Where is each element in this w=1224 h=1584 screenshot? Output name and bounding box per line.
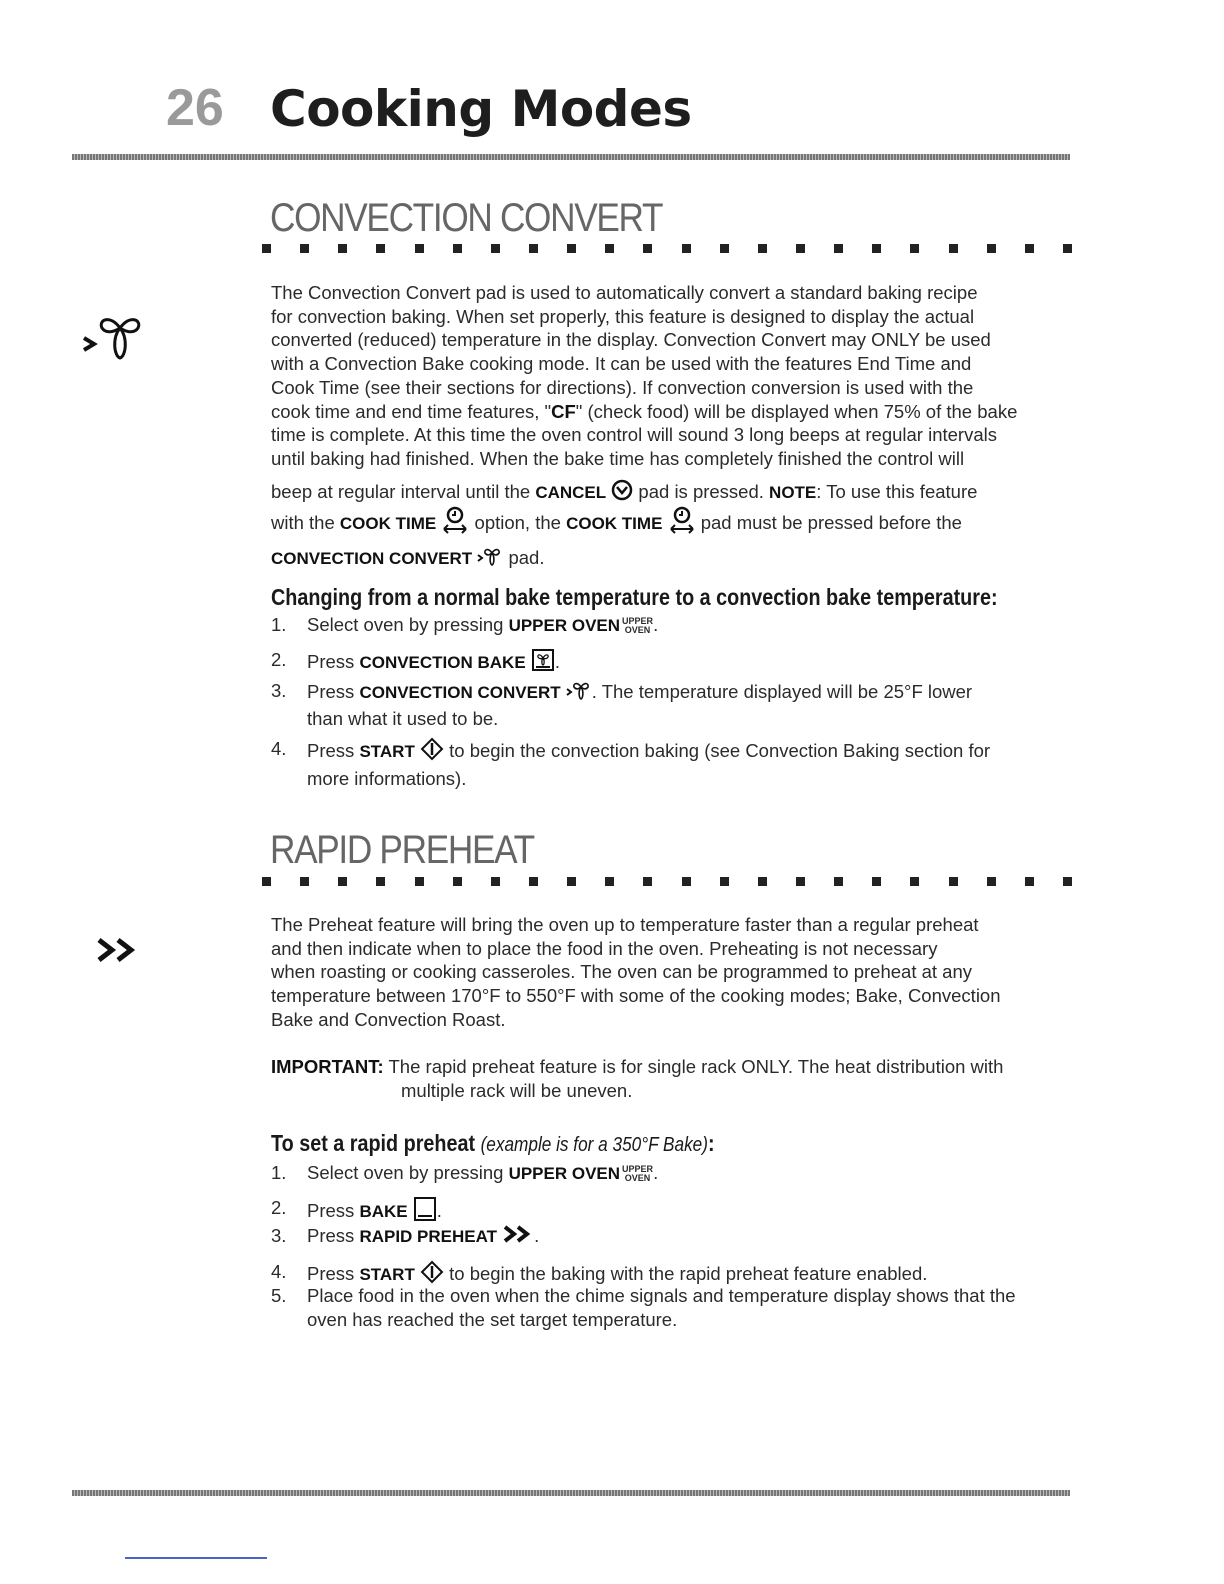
list-item: 4. Press START to begin the convection baking (see Convection Baking section for more informations). [271, 738, 991, 789]
list-item: 5. Place food in the oven when the chime signals and temperature display shows that the oven has reached the set target temperature. [271, 1285, 1016, 1330]
rapid-preheat-chevrons-icon [96, 936, 140, 969]
page-number: 26 [166, 79, 224, 137]
upper-oven-icon: UPPER OVEN [622, 1164, 654, 1184]
section-title-rapid-preheat: RAPID PREHEAT [270, 828, 534, 872]
cook-time-icon [668, 506, 696, 542]
upper-oven-icon: UPPER OVEN [622, 616, 654, 636]
page-title: Cooking Modes [270, 80, 692, 138]
rapid-preheat-chevrons-icon [502, 1224, 534, 1250]
convection-fan-icon [80, 306, 160, 371]
convection-fan-icon [566, 679, 592, 707]
header-rule [72, 154, 1070, 160]
list-item: 4. Press START to begin the baking with the rapid preheat feature enabled. [271, 1260, 1076, 1290]
convection-convert-subheading: Changing from a normal bake temperature to a convection bake temperature: [271, 584, 998, 610]
cancel-note-line: beep at regular interval until the CANCEL pad is pressed. NOTE: To use this feature [271, 479, 1076, 507]
cook-time-note-line: with the COOK TIME option, the COOK TIME pad must be pressed before the [271, 506, 1076, 542]
convection-convert-pad-line: CONVECTION CONVERT pad. [271, 545, 1076, 573]
footer-rule [72, 1490, 1070, 1496]
list-item: 1. Select oven by pressing UPPER OVEN UPPER OVEN . [271, 614, 659, 636]
convection-bake-icon [531, 648, 555, 678]
footer-link-underline [125, 1557, 267, 1559]
convection-convert-intro: The Convection Convert pad is used to automatically convert a standard baking recipe for convection baking. When set properly, this feature is designed to display the actual converted (reduced) temperature in the display. Convection Convert may ONLY be used with a Convection Bake cooking mode. It can be used with the features End Time and Cook Time (see their sections for directions). If convection conversion is used with the cook time and end time features, "CF" (check food) will be displayed when 75% of the bake time is complete. At this time the oven control will sound 3 long beeps at regular intervals until baking had finished. When the bake time has completely finished the control will [271, 282, 1018, 469]
rapid-preheat-subheading: To set a rapid preheat (example is for a 350°F Bake): [271, 1130, 715, 1156]
section-title-convection-convert: CONVECTION CONVERT [270, 196, 663, 240]
start-icon [420, 737, 444, 767]
convection-fan-icon [477, 545, 503, 573]
important-note: IMPORTANT: The rapid preheat feature is for single rack ONLY. The heat distribution with multiple rack will be uneven. [271, 1056, 1004, 1101]
list-item: 3. Press CONVECTION CONVERT . The temperature displayed will be 25°F lower than what it used to be. [271, 680, 973, 729]
section-divider-dots [262, 877, 1072, 887]
section-divider-dots [262, 244, 1072, 254]
rapid-preheat-intro: The Preheat feature will bring the oven up to temperature faster than a regular preheat and then indicate when to place the food in the oven. Preheating is not necessary when roasting or cooking casseroles. The oven can be programmed to preheat at any temperature between 170°F to 550°F with some of the cooking modes; Bake, Convection Bake and Convection Roast. [271, 914, 1001, 1030]
list-item: 2. Press CONVECTION BAKE . [271, 648, 1076, 678]
cook-time-icon [441, 506, 469, 542]
list-item: 3. Press RAPID PREHEAT . [271, 1224, 1076, 1250]
cancel-icon [611, 479, 633, 507]
list-item: 1. Select oven by pressing UPPER OVEN UPPER OVEN . [271, 1162, 659, 1184]
list-item: 2. Press BAKE . [271, 1196, 1076, 1228]
